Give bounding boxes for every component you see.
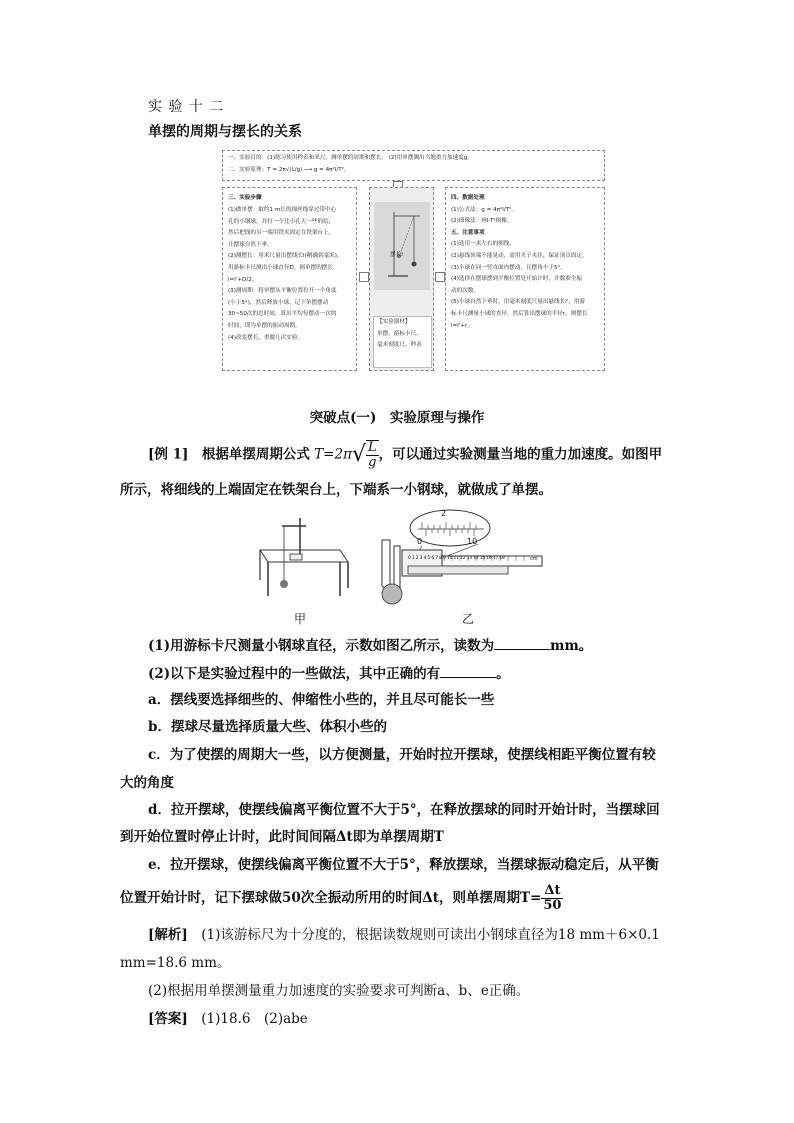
option-d-line-1: d．拉开摆球，使摆线偏离平衡位置不大于5°，在释放摆球的同时开始计时，当摆球回 xyxy=(148,802,660,818)
pendulum-length-label: 摆长l xyxy=(390,252,403,258)
note-line: 动的次数。 xyxy=(451,287,479,294)
pendulum-sketch xyxy=(374,202,430,290)
step-line: 让摆球自然下垂。 xyxy=(228,241,273,248)
question-1-unit: mm。 xyxy=(550,638,593,654)
formula-T: T=2π xyxy=(314,446,352,463)
option-d-line-2: 到开始位置时停止计时，此时间间隔Δt即为单摆周期T xyxy=(120,829,444,845)
note-line: (2)悬线顶端不能晃动，需用夹子夹住，保证顶点固定。 xyxy=(451,252,588,259)
step-line: 用游标卡尺测出小球直径D，则单摆的摆长 xyxy=(228,264,333,271)
arrow-right-icon xyxy=(435,272,445,282)
step-line: 孔的小钢球，并打一个比小孔大一些的结， xyxy=(228,218,335,225)
caliper-zoom-0: 0 xyxy=(417,537,423,546)
data-line: (2)图像法：画l-T²图像。 xyxy=(451,218,513,225)
analysis-line-3: (2)根据用单摆测量重力加速度的实验要求可判断a、b、e正确。 xyxy=(148,983,530,999)
question-1 xyxy=(148,636,592,656)
formula-denominator: g xyxy=(368,455,377,470)
principle-line: 二、实验原理：T = 2π√(L/g) ⟶ g = 4π²l/T²。 xyxy=(228,167,350,173)
caliper-unit: cm xyxy=(530,556,538,562)
note-line: (1)选用一米左右的细线。 xyxy=(451,241,515,248)
note-line: (4)选择在摆球摆到平衡位置处开始计时，并数准全振 xyxy=(451,276,582,283)
step-line: 时间，即为单摆的振动周期。 xyxy=(228,322,301,329)
experiment-title: 单摆的周期与摆长的关系 xyxy=(148,124,302,140)
question-1-text: (1)用游标卡尺测量小钢球直径，示数如图乙所示，读数为 xyxy=(148,638,495,654)
answer-blank-2 xyxy=(440,665,496,678)
example-line-1 xyxy=(148,440,662,470)
figure-label-yi: 乙 xyxy=(462,612,475,626)
example-line-2: 所示，将细线的上端固定在铁架台上，下端系一小钢球，就做成了单摆。 xyxy=(120,482,552,498)
overview-top-box xyxy=(222,150,605,181)
note-line: l=l'+r。 xyxy=(451,322,473,329)
step-line: l=l'+D/2。 xyxy=(228,276,258,283)
steps-title: 三、实验步骤 xyxy=(228,195,262,201)
equipment-title: 【实验器材】 xyxy=(377,319,411,325)
analysis-text-1: (1)该游标尺为十分度的，根据读数规则可读出小钢球直径为18 mm＋6×0.1 xyxy=(201,927,660,943)
answer-text: (1)18.6 (2)abe xyxy=(201,1011,308,1027)
equipment-box xyxy=(373,316,432,368)
option-a: a．摆线要选择细些的、伸缩性小些的，并且尽可能长一些 xyxy=(148,692,495,708)
question-2-text: (2)以下是实验过程中的一些做法，其中正确的有 xyxy=(148,666,441,682)
example-lead: [例 1] 根据单摆周期公式 xyxy=(148,446,310,463)
arrow-left-icon xyxy=(359,272,369,282)
section-heading: 突破点(一) 实验原理与操作 xyxy=(309,410,485,426)
equipment-line: 毫米刻度尺、秒表 xyxy=(377,342,422,349)
note-line: (5)小球自然下垂时，用毫米刻度尺量出悬线长l'，用游 xyxy=(451,299,586,306)
figure-pendulum-stand xyxy=(250,510,350,606)
data-line: (1)公式法：g = 4π²l/T²。 xyxy=(451,206,517,213)
note-line: 标卡尺测量小球的直径，然后算出摆球的半径r，则摆长 xyxy=(451,310,588,317)
step-line: (3)测周期：将单摆从平衡位置拉开一个角度 xyxy=(228,288,337,295)
step-line: (1)做单摆：取约1 m长的细丝线穿过带中心 xyxy=(228,207,337,213)
step-line: (2)测摆长：用米尺量出摆线长l(精确到毫米)， xyxy=(228,253,343,260)
step-line: (4)改变摆长，重做几次实验。 xyxy=(228,334,304,341)
period-numerator: Δt xyxy=(541,884,563,899)
analysis-tag: [解析] xyxy=(148,927,188,943)
steps-list xyxy=(228,205,343,344)
caliper-zoom-2: 2 xyxy=(441,509,447,518)
data-notes-list xyxy=(451,193,588,332)
example-line-1-rest: ，可以通过实验测量当地的重力加速度。如图甲 xyxy=(378,446,663,463)
formula-numerator: L xyxy=(367,440,377,455)
data-notes-box xyxy=(445,187,605,371)
option-b: b．摆球尽量选择质量大些、体积小些的 xyxy=(148,719,387,735)
note-line: (3)小球在同一竖直面内摆动，且摆角小于5°。 xyxy=(451,264,566,271)
answer-line xyxy=(148,1009,308,1029)
step-line: 然后把线的另一端用铁夹固定在铁架台上， xyxy=(228,230,335,237)
center-box xyxy=(369,187,434,371)
analysis-line-1 xyxy=(148,925,660,945)
option-e-line-2-text: 位置开始计时，记下摆球做50次全振动所用的时间Δt，则单摆周期T= xyxy=(120,890,542,906)
answer-tag: [答案] xyxy=(148,1011,188,1027)
step-line: 30~50次的总时间，算出平均每摆动一次的 xyxy=(228,311,337,318)
analysis-line-2: mm=18.6 mm。 xyxy=(120,955,231,971)
period-fraction xyxy=(541,884,563,913)
goal-line: 一、实验目的：(1)练习使用秒表和米尺，测单摆的周期和摆长。 (2)用单摆测出当地重力加速度g。 xyxy=(228,155,473,161)
steps-box xyxy=(222,187,357,371)
experiment-number: 实 验 十 二 xyxy=(148,99,225,115)
option-e-line-1: e．拉开摆球，使摆线偏离平衡位置不大于5°，释放摆球，当摆球振动稳定后，从平衡 xyxy=(148,857,659,873)
sqrt-formula: √ $\frac{L}{g}$ xyxy=(351,440,377,470)
caliper-zoom-10: 10 xyxy=(467,537,478,546)
period-denominator: 50 xyxy=(543,898,562,913)
notes-title: 五、注意事项 xyxy=(451,229,485,236)
option-c-line-2: 大的角度 xyxy=(120,775,174,791)
option-c-line-1: c．为了使摆的周期大一些，以方便测量，开始时拉开摆球，使摆线相距平衡位置有较 xyxy=(148,747,656,763)
equipment-line: 单摆、游标卡尺、 xyxy=(377,330,422,337)
figure-label-jia: 甲 xyxy=(294,612,307,626)
step-line: (小于5°)，然后释放小球，记下单摆摆动 xyxy=(228,299,329,306)
question-2-end: 。 xyxy=(496,666,510,682)
question-2 xyxy=(148,664,510,684)
answer-blank-1 xyxy=(494,637,550,650)
caliper-main-scale: 0 1 2 3 4 5 6 7 8 9 10 11 12 13 14 15 16 17 18 xyxy=(408,556,505,561)
data-title: 四、数据处理 xyxy=(451,195,485,201)
option-e-line-2 xyxy=(120,884,563,913)
